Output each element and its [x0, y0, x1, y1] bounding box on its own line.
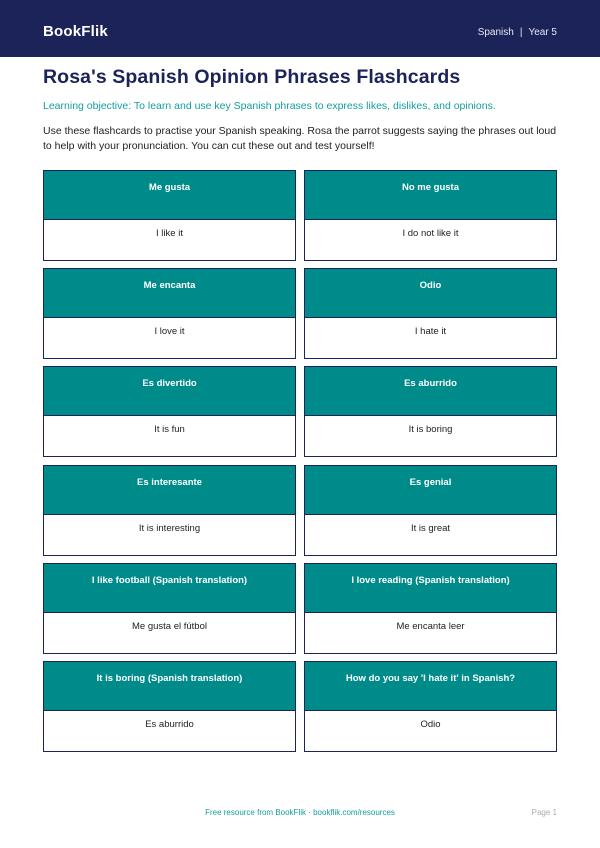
footer-link[interactable]: Free resource from BookFlik · bookflik.com/resources [205, 808, 395, 817]
flashcard [304, 366, 557, 457]
flashcard-front: Me encanta [44, 269, 295, 318]
subject-label: Spanish [477, 27, 514, 38]
flashcard-back: Me gusta el fútbol [132, 621, 207, 632]
top-bar [0, 0, 600, 57]
flashcard-back: It is boring [408, 424, 453, 435]
flashcard [43, 366, 296, 457]
page-number: Page 1 [531, 808, 557, 817]
flashcard-front: I love reading (Spanish translation) [305, 564, 556, 613]
flashcard-back: I hate it [414, 326, 447, 337]
flashcard [304, 268, 557, 359]
flashcard-back: It is great [410, 523, 451, 534]
page-title: Rosa's Spanish Opinion Phrases Flashcards [43, 66, 461, 88]
flashcard-back: Odio [420, 719, 441, 730]
flashcard-back: Me encanta leer [396, 621, 465, 632]
flashcard [304, 465, 557, 556]
flashcard-front: How do you say 'I hate it' in Spanish? [305, 662, 556, 711]
separator: | [519, 27, 523, 38]
flashcard [43, 170, 296, 261]
flashcard-front: Es genial [305, 466, 556, 515]
flashcard [43, 268, 296, 359]
flashcard [304, 661, 557, 752]
flashcard-front: No me gusta [305, 171, 556, 220]
flashcard-back: It is interesting [138, 523, 201, 534]
flashcard-back: I like it [156, 228, 183, 239]
year-label: Year 5 [528, 27, 557, 38]
brand-logo: BookFlik [43, 23, 108, 40]
flashcard [304, 170, 557, 261]
flashcard [43, 465, 296, 556]
flashcard-front: Odio [305, 269, 556, 318]
flashcard-back: Es aburrido [145, 719, 194, 730]
flashcard [304, 563, 557, 654]
flashcard-front: I like football (Spanish translation) [44, 564, 295, 613]
flashcard-back: I do not like it [402, 228, 459, 239]
flashcard [43, 661, 296, 752]
flashcard-front: Me gusta [44, 171, 295, 220]
flashcard-back: I love it [154, 326, 185, 337]
subject-year-label [478, 27, 557, 38]
intro-text: Use these flashcards to practise your Spanish speaking. Rosa the parrot suggests saying the phrases out loud to help with your pronunciation. You can cut these out and test yourself! [43, 125, 557, 152]
flashcard-front: Es aburrido [305, 367, 556, 416]
flashcard [43, 563, 296, 654]
flashcard-front: Es divertido [44, 367, 295, 416]
flashcard-front: Es interesante [44, 466, 295, 515]
flashcard-back: It is fun [154, 424, 185, 435]
learning-objective: Learning objective: To learn and use key Spanish phrases to express likes, dislikes, and opinions. [43, 100, 496, 112]
flashcard-front: It is boring (Spanish translation) [44, 662, 295, 711]
